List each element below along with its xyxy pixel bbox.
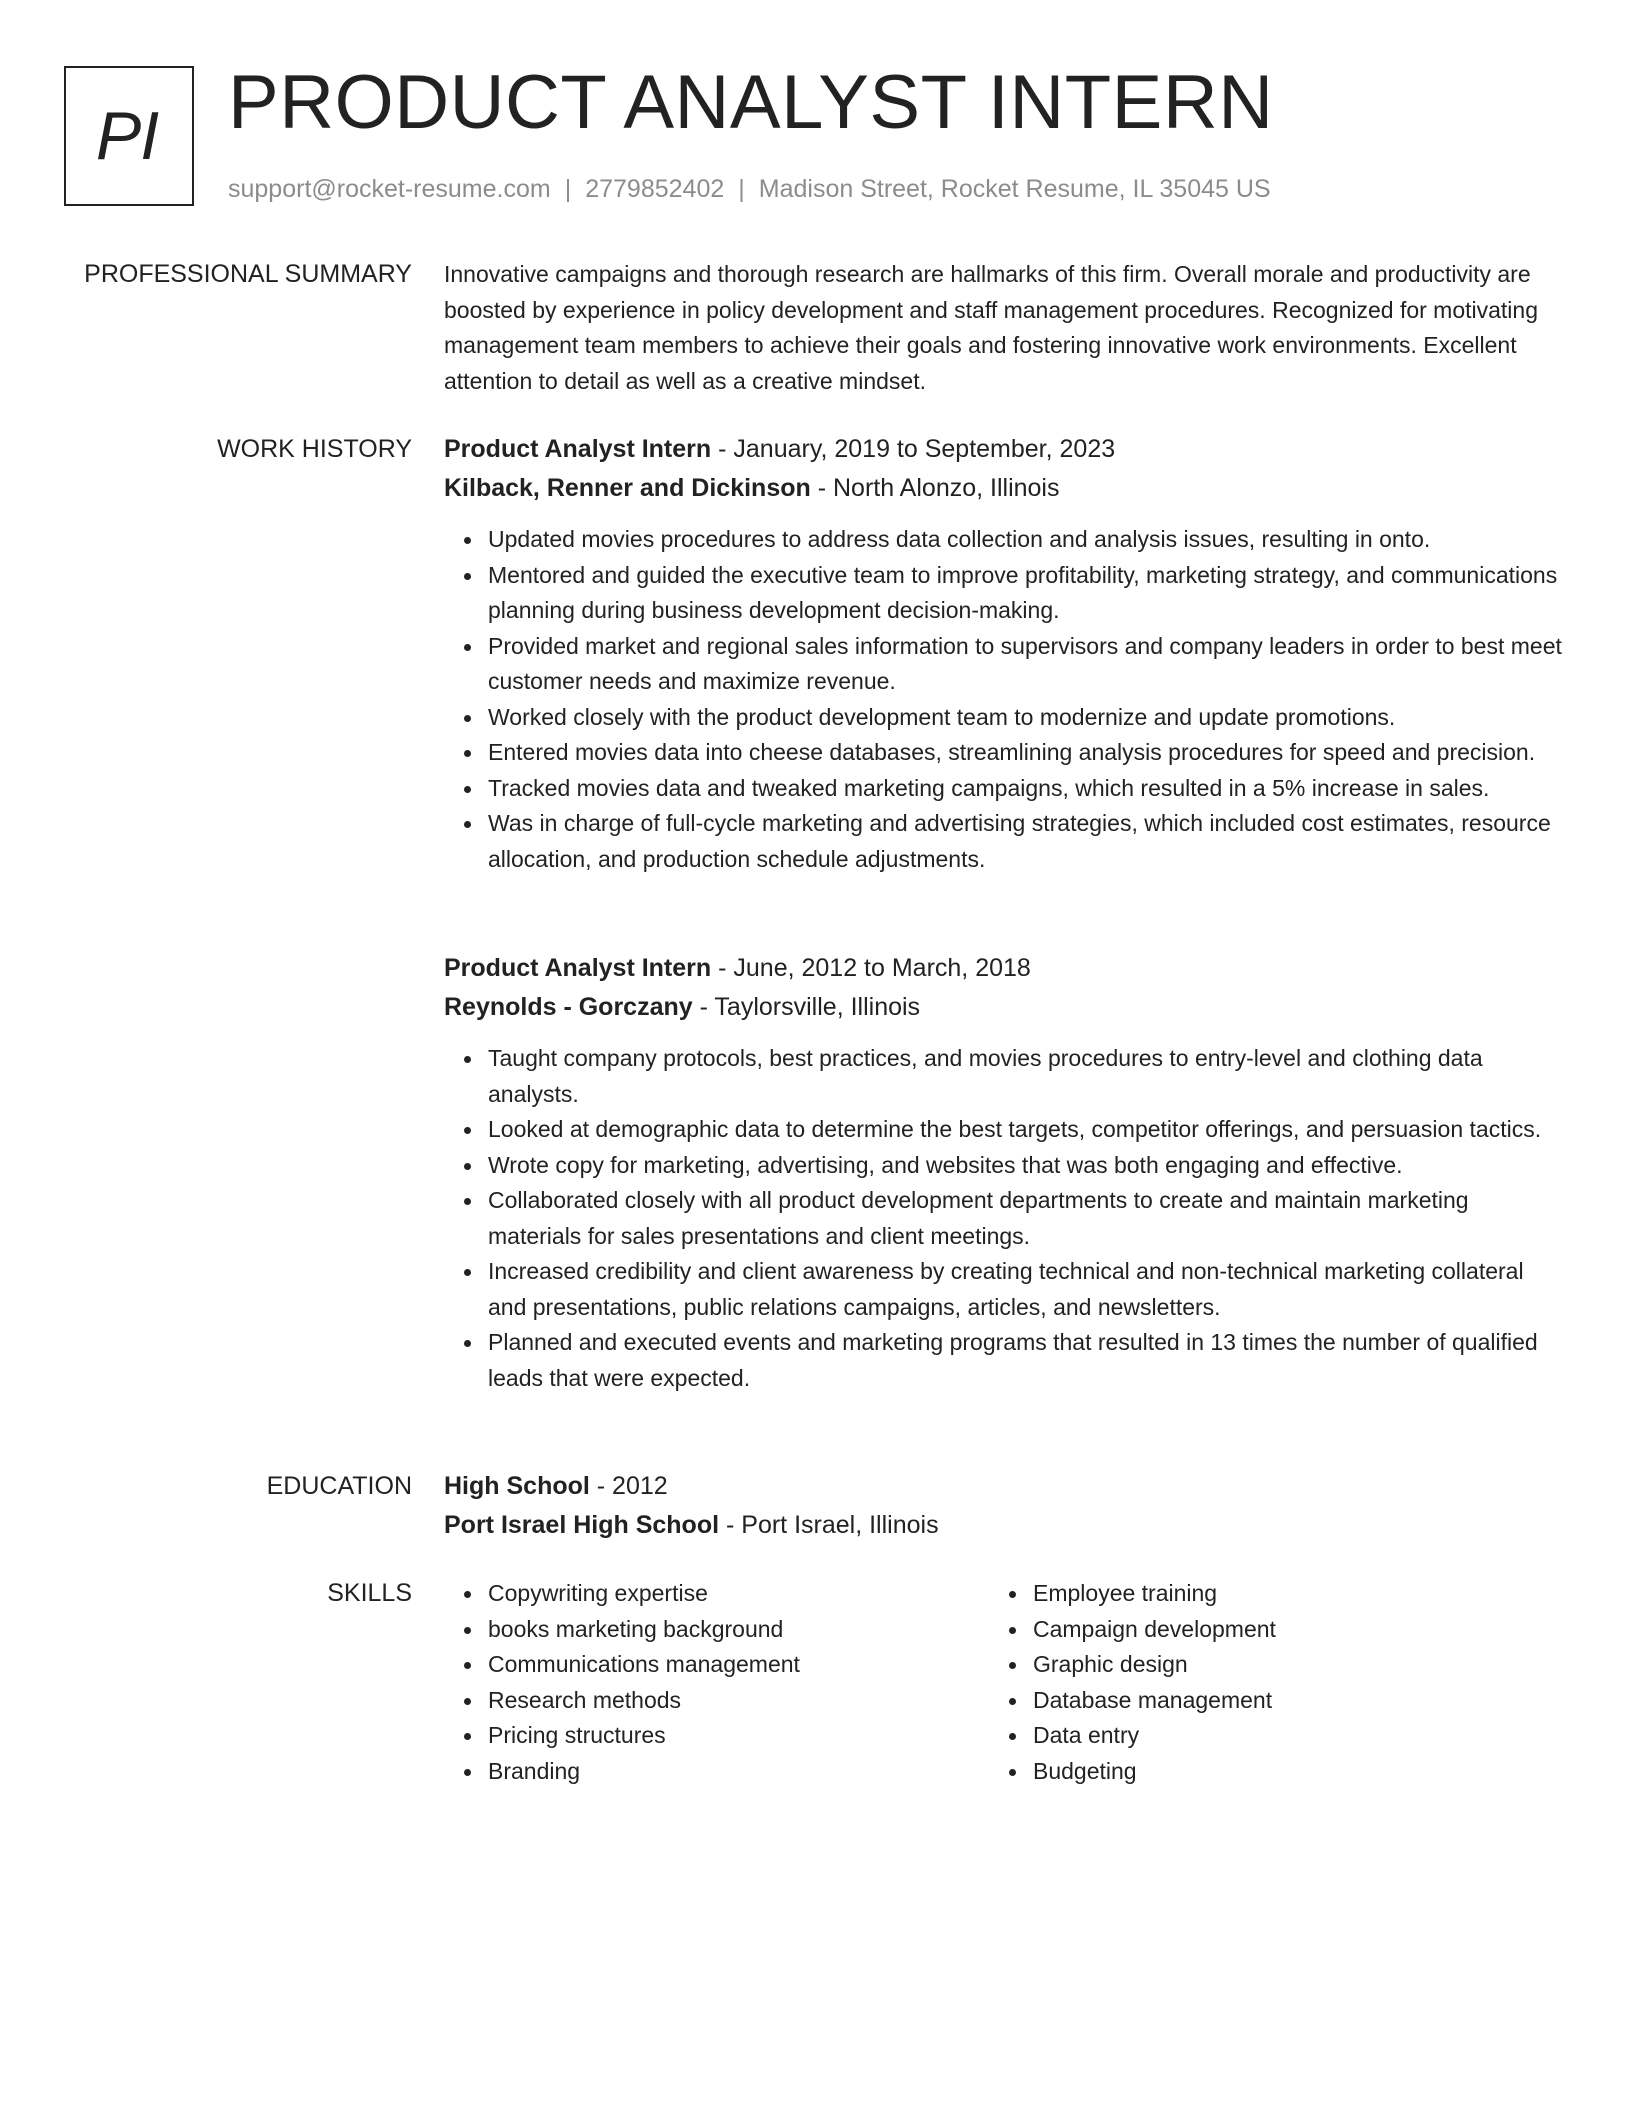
skill-item: Database management: [1033, 1683, 1509, 1719]
job-title: Product Analyst Intern: [444, 954, 712, 982]
job-bullet: Increased credibility and client awareness by creating technical and non-technical marketing collateral and presentations, public relations campaigns, articles, and newsletters.: [488, 1254, 1568, 1325]
skill-item: Branding: [488, 1754, 964, 1790]
contact-separator: |: [564, 175, 572, 203]
job-bullets: [444, 1041, 1568, 1396]
skills-list: [444, 1576, 964, 1789]
contact-separator: |: [738, 175, 745, 203]
section-label-summary: PROFESSIONAL SUMMARY: [84, 260, 412, 288]
skill-item: Communications management: [488, 1647, 964, 1683]
job-bullet: Wrote copy for marketing, advertising, and websites that was both engaging and effective.: [488, 1148, 1568, 1184]
resume-title: PRODUCT ANALYST INTERN: [228, 60, 1274, 145]
job-location: - North Alonzo, Illinois: [810, 474, 1060, 502]
contact-email: support@rocket-resume.com: [228, 175, 551, 203]
job-bullet: Updated movies procedures to address data collection and analysis issues, resulting in onto.: [488, 522, 1568, 558]
job-location: - Taylorsville, Illinois: [692, 993, 921, 1021]
skill-item: Budgeting: [1033, 1754, 1509, 1790]
section-label-education: EDUCATION: [266, 1472, 412, 1500]
education-entry: [444, 1467, 1568, 1545]
section-label-work-history: WORK HISTORY: [217, 435, 412, 463]
summary-text: Innovative campaigns and thorough research are hallmarks of this firm. Overall morale and productivity are boosted by experience in policy development and staff management procedures. Recognized for motivating management team members to achieve their goals and fostering innovative work environments. Excellent attention to detail as well as a creative mindset.: [444, 261, 1539, 394]
skills-section: [444, 1576, 1568, 1826]
contact-line: [228, 172, 1271, 206]
job-company: Reynolds - Gorczany: [444, 993, 693, 1021]
education-school: Port Israel High School: [444, 1511, 720, 1539]
skill-item: books marketing background: [488, 1612, 964, 1648]
job-bullet: Collaborated closely with all product development departments to create and maintain marketing materials for sales presentations and client meetings.: [488, 1183, 1568, 1254]
job-title-line: [444, 949, 1568, 988]
skill-item: Employee training: [1033, 1576, 1509, 1612]
job-title-line: [444, 430, 1568, 469]
job-bullets: [444, 522, 1568, 877]
summary-section: [444, 257, 1568, 399]
section-label-skills: SKILLS: [327, 1579, 412, 1607]
contact-phone: 2779852402: [585, 175, 725, 203]
job-company-line: [444, 988, 1568, 1027]
job-bullet: Tracked movies data and tweaked marketing campaigns, which resulted in a 5% increase in sales.: [488, 771, 1568, 807]
skill-item: Campaign development: [1033, 1612, 1509, 1648]
skill-item: Pricing structures: [488, 1718, 964, 1754]
job-bullet: Planned and executed events and marketing programs that resulted in 13 times the number of qualified leads that were expected.: [488, 1325, 1568, 1396]
job-bullet: Provided market and regional sales information to supervisors and company leaders in order to best meet customer needs and maximize revenue.: [488, 629, 1568, 700]
skills-column-left: [444, 1576, 964, 1789]
job-bullet: Taught company protocols, best practices, and movies procedures to entry-level and clothing data analysts.: [488, 1041, 1568, 1112]
job-bullet: Looked at demographic data to determine the best targets, competitor offerings, and persuasion tactics.: [488, 1112, 1568, 1148]
skills-column-right: [989, 1576, 1509, 1789]
job-entry: [444, 430, 1568, 877]
job-title: Product Analyst Intern: [444, 435, 712, 463]
skill-item: Data entry: [1033, 1718, 1509, 1754]
education-degree: High School: [444, 1472, 590, 1500]
education-year: - 2012: [589, 1472, 668, 1500]
job-bullet: Mentored and guided the executive team to improve profitability, marketing strategy, and communications planning during business development decision-making.: [488, 558, 1568, 629]
education-location: - Port Israel, Illinois: [719, 1511, 939, 1539]
job-company-line: [444, 469, 1568, 508]
job-bullet: Worked closely with the product development team to modernize and update promotions.: [488, 700, 1568, 736]
contact-address: Madison Street, Rocket Resume, IL 35045 US: [758, 175, 1271, 203]
education-school-line: [444, 1506, 1568, 1545]
job-entry: [444, 949, 1568, 1396]
job-company: Kilback, Renner and Dickinson: [444, 474, 811, 502]
job-bullet: Was in charge of full-cycle marketing and advertising strategies, which included cost estimates, resource allocation, and production schedule adjustments.: [488, 806, 1568, 877]
monogram-initials: PI: [95, 98, 159, 174]
monogram-badge: [64, 66, 194, 206]
skill-item: Research methods: [488, 1683, 964, 1719]
job-bullet: Entered movies data into cheese databases, streamlining analysis procedures for speed and precision.: [488, 735, 1568, 771]
skill-item: Graphic design: [1033, 1647, 1509, 1683]
job-dates: - June, 2012 to March, 2018: [711, 954, 1031, 982]
skill-item: Copywriting expertise: [488, 1576, 964, 1612]
skills-list: [989, 1576, 1509, 1789]
education-degree-line: [444, 1467, 1568, 1506]
job-dates: - January, 2019 to September, 2023: [711, 435, 1116, 463]
